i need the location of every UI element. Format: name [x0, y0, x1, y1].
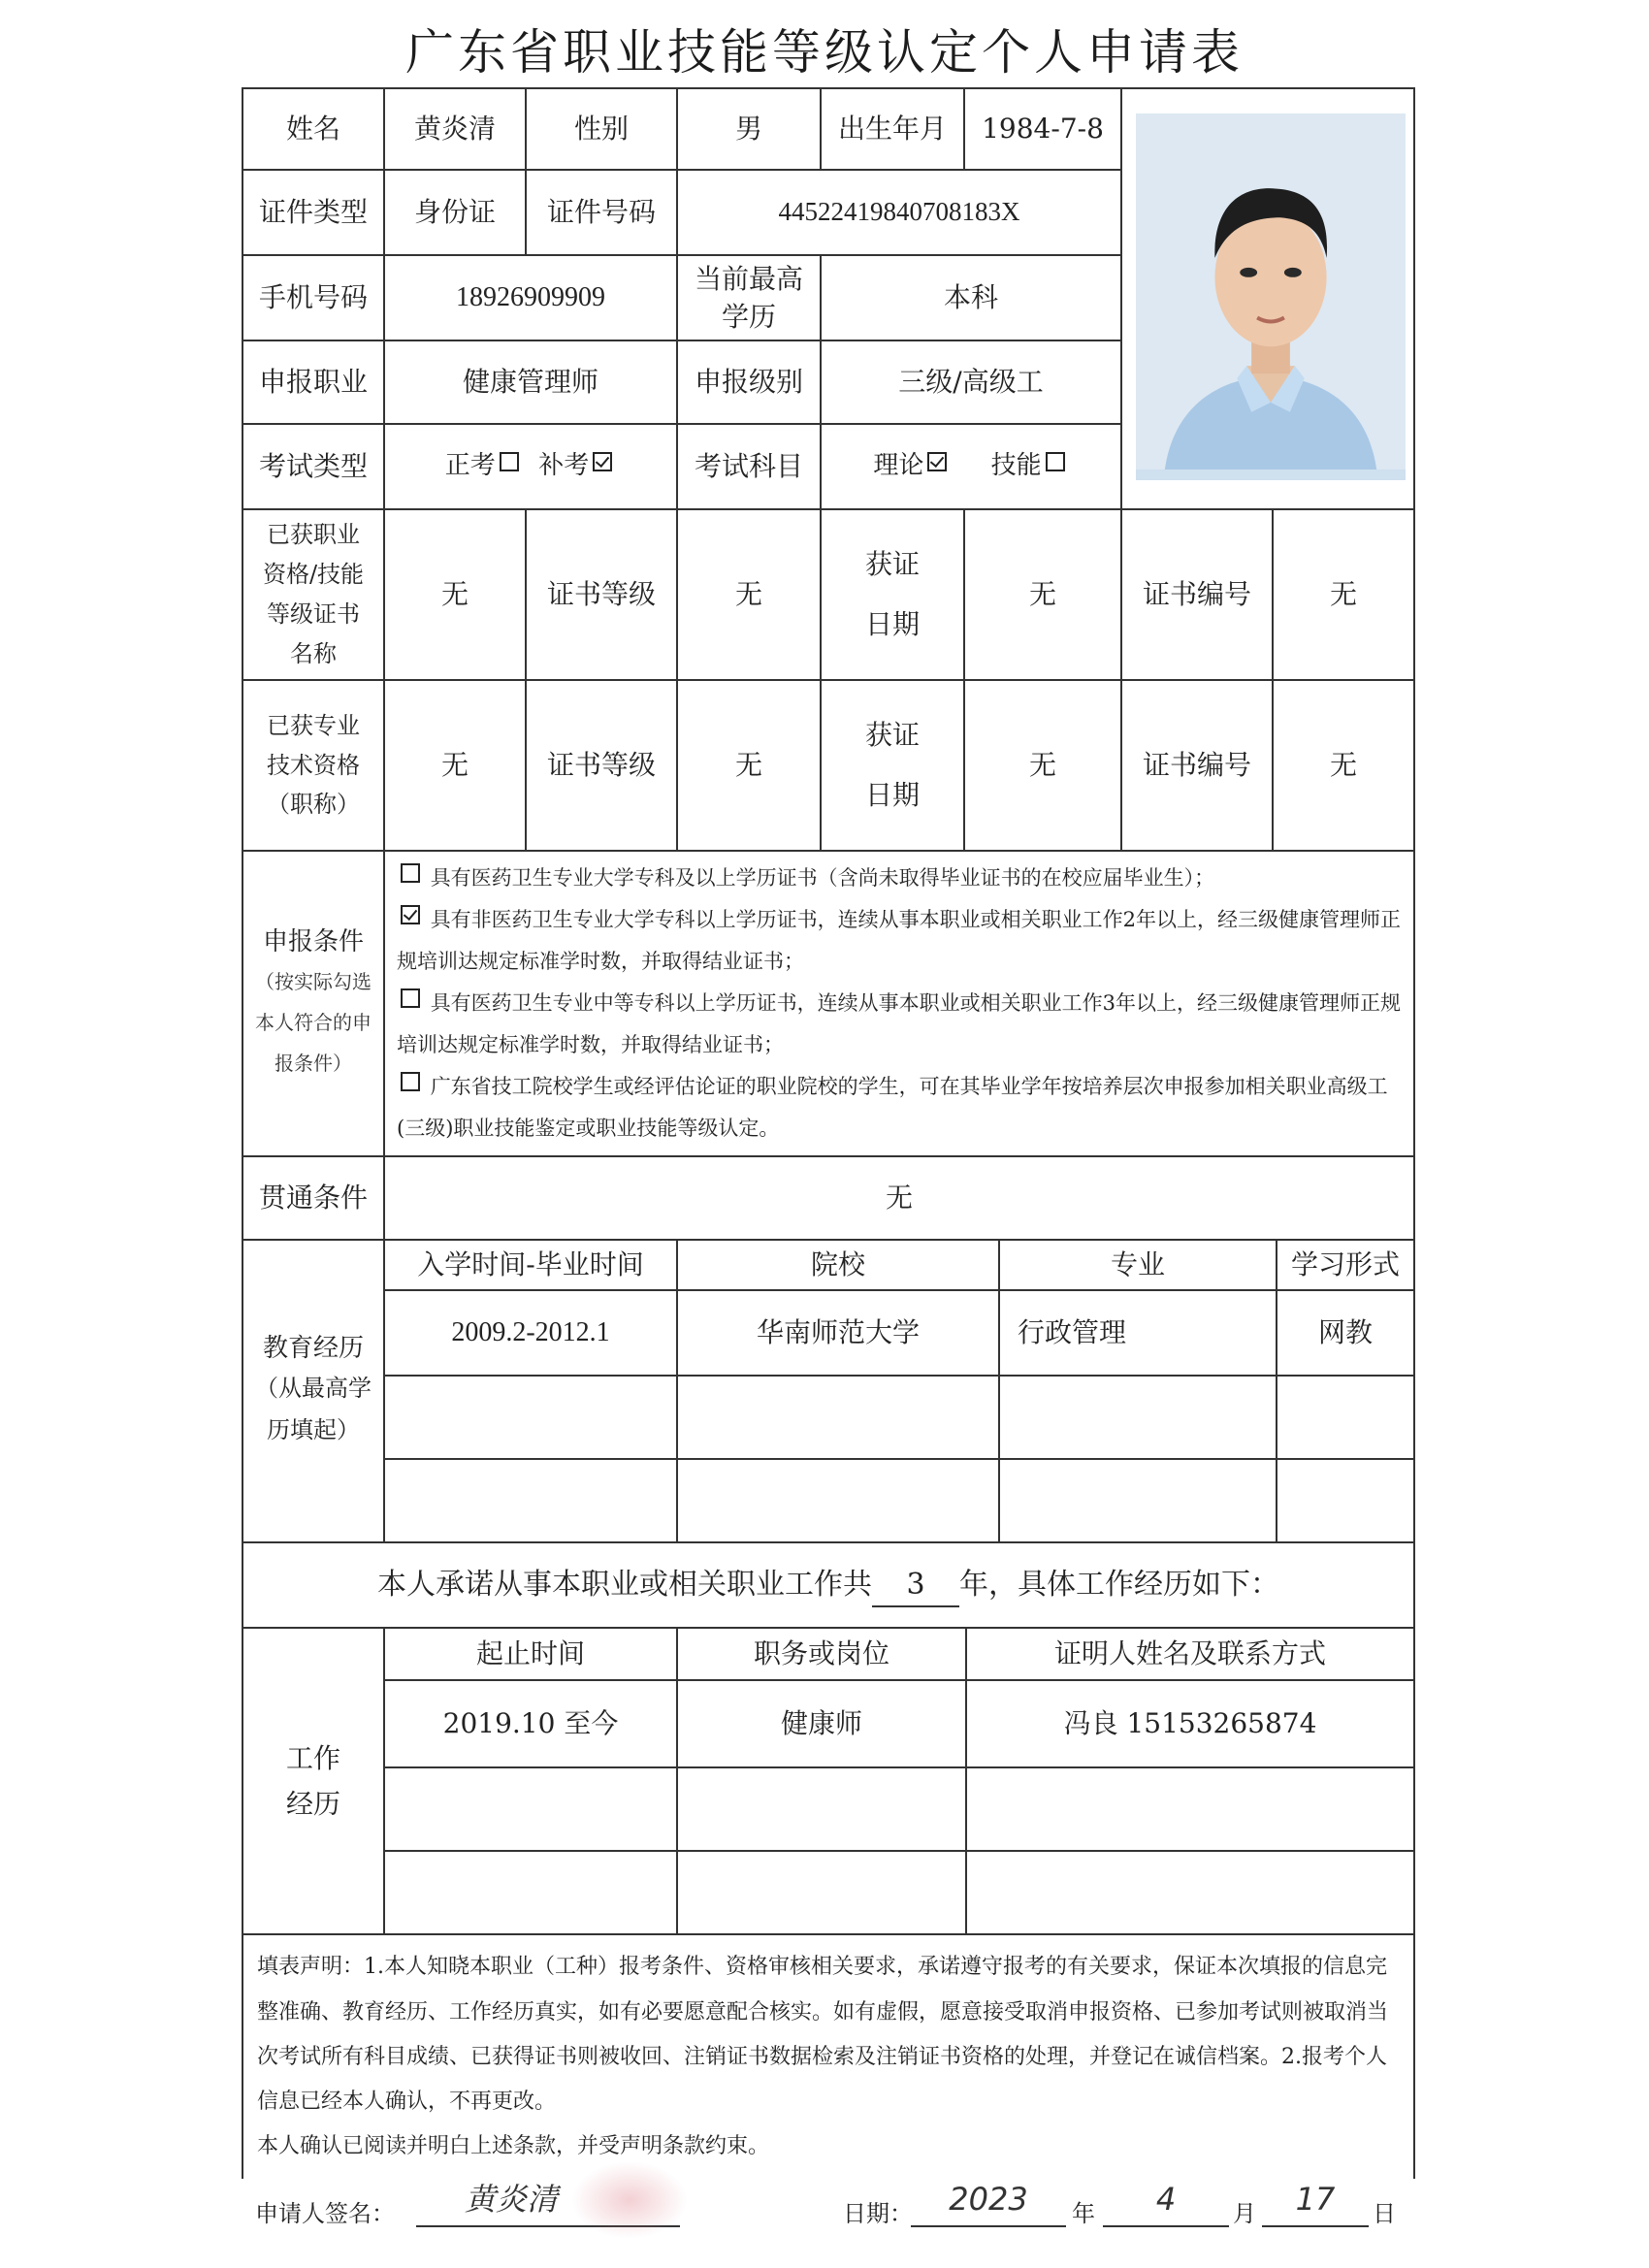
- declaration-confirm: 本人确认已阅读并明白上述条款，并受声明条款约束。: [257, 2134, 770, 2159]
- through-label: 贯通条件: [242, 1156, 384, 1240]
- qual2-date: 无: [964, 680, 1121, 851]
- id-type-value: 身份证: [384, 170, 526, 255]
- gender-label: 性别: [526, 88, 677, 170]
- education-cell: [384, 1459, 677, 1542]
- level-label: 申报级别: [677, 340, 821, 424]
- education-header: 学习形式: [1277, 1240, 1414, 1290]
- education-label-cell: [242, 1240, 384, 1542]
- subject-label: 考试科目: [677, 424, 821, 509]
- portrait-image: [1136, 113, 1406, 470]
- conditions-label-cell: [242, 851, 384, 1156]
- work-cell: [966, 1851, 1414, 1934]
- signature-line[interactable]: [416, 2181, 680, 2227]
- exam-makeup-checkbox[interactable]: [593, 452, 612, 471]
- education-cell: 2009.2-2012.1: [384, 1290, 677, 1376]
- exam-makeup-label: 补考: [538, 451, 590, 481]
- work-cell: [677, 1767, 966, 1851]
- through-value: 无: [384, 1156, 1414, 1240]
- form-title: 广东省职业技能等级认定个人申请表: [405, 24, 1244, 81]
- qual1-label: 已获职业资格/技能等级证书名称: [242, 509, 384, 680]
- education-cell: [999, 1376, 1277, 1459]
- work-header: 起止时间: [384, 1628, 677, 1680]
- condition-checkbox[interactable]: [401, 1072, 420, 1091]
- qual2-grade-label: 证书等级: [526, 680, 677, 851]
- exam-regular-checkbox[interactable]: [500, 452, 519, 471]
- qual2-label: 已获专业技术资格（职称）: [242, 680, 384, 851]
- exam-type-label: 考试类型: [242, 424, 384, 509]
- work-commitment: [242, 1542, 1414, 1628]
- education-cell: [677, 1376, 999, 1459]
- education-header: 院校: [677, 1240, 999, 1290]
- work-cell: 冯良 15153265874: [966, 1680, 1414, 1767]
- occupation-value: 健康管理师: [384, 340, 677, 424]
- condition-checkbox[interactable]: [401, 863, 420, 883]
- qual2-grade: 无: [677, 680, 821, 851]
- education-label: 教育经历: [262, 1334, 364, 1364]
- work-header: 职务或岗位: [677, 1628, 966, 1680]
- education-cell: [384, 1376, 677, 1459]
- qual1-grade: 无: [677, 509, 821, 680]
- condition-text: 具有医药卫生专业大学专科及以上学历证书（含尚未取得毕业证书的在校应届毕业生）；: [430, 866, 1215, 890]
- year-value: 2023: [949, 2181, 1028, 2218]
- month-unit: 月: [1233, 2200, 1256, 2227]
- day-value: 17: [1295, 2181, 1336, 2218]
- handwritten-signature: 黄炎清: [465, 2181, 559, 2218]
- fingerprint-stamp: [571, 2161, 688, 2239]
- phone-value: 18926909909: [384, 255, 677, 340]
- day-unit: 日: [1373, 2200, 1396, 2227]
- education-table: [242, 1239, 1415, 1629]
- commitment-prefix: 本人承诺从事本职业或相关职业工作共: [377, 1567, 872, 1602]
- work-cell: [384, 1851, 677, 1934]
- id-type-label: 证件类型: [242, 170, 384, 255]
- qual1-no: 无: [1273, 509, 1414, 680]
- signature-row: [242, 2181, 1413, 2239]
- work-cell: [384, 1767, 677, 1851]
- qual1-date-label: 获证日期: [821, 509, 964, 680]
- condition-item: [397, 1066, 1402, 1150]
- level-value: 三级/高级工: [821, 340, 1121, 424]
- education-cell: 行政管理: [999, 1290, 1277, 1376]
- condition-text: 广东省技工院校学生或经评估论证的职业院校的学生，可在其毕业学年按培养层次申报参加相关职业高级工(三级)职业技能鉴定或职业技能等级认定。: [397, 1075, 1388, 1141]
- education-header: 专业: [999, 1240, 1277, 1290]
- work-label: 工作经历: [242, 1628, 384, 1934]
- date-label: 日期：: [843, 2200, 913, 2227]
- qual1-date: 无: [964, 509, 1121, 680]
- signature-label: 申请人签名：: [255, 2200, 395, 2227]
- subject-theory-label: 理论: [873, 451, 924, 481]
- month-field[interactable]: [1103, 2181, 1229, 2227]
- condition-checkbox[interactable]: [401, 905, 420, 924]
- subject-skill-label: 技能: [990, 451, 1042, 481]
- subject-theory-checkbox[interactable]: [927, 452, 947, 471]
- birth-label: 出生年月: [821, 88, 964, 170]
- condition-text: 具有非医药卫生专业大学专科以上学历证书，连续从事本职业或相关职业工作2年以上，经三级健康管理师正规培训达规定标准学时数，并取得结业证书；: [397, 908, 1402, 974]
- condition-checkbox[interactable]: [401, 988, 420, 1008]
- declaration-text: 填表声明：1.本人知晓本职业（工种）报考条件、资格审核相关要求，承诺遵守报考的有关要求，保证本次填报的信息完整准确、教育经历、工作经历真实，如有必要愿意配合核实。如有虚假，愿意接受取消申报资格、已参加考试则被取消当次考试所有科目成绩、已获得证书则被收回、注销证书数据检索及注销证书资格的处理，并登记在诚信档案。2.报考个人信息已经本人确认，不再更改。: [257, 1955, 1389, 2114]
- commitment-suffix: 年，具体工作经历如下：: [959, 1567, 1279, 1602]
- month-value: 4: [1155, 2181, 1177, 2218]
- work-cell: [966, 1767, 1414, 1851]
- work-cell: [677, 1851, 966, 1934]
- edu-label: 当前最高学历: [677, 255, 821, 340]
- id-no-label: 证件号码: [526, 170, 677, 255]
- condition-text: 具有医药卫生专业中等专科以上学历证书，连续从事本职业或相关职业工作3年以上，经三级健康管理师正规培训达规定标准学时数，并取得结业证书；: [397, 991, 1402, 1057]
- birth-value: 1984-7-8: [964, 88, 1121, 170]
- subject-skill-checkbox[interactable]: [1046, 452, 1065, 471]
- qual2-no-label: 证书编号: [1121, 680, 1273, 851]
- applicant-photo: [1136, 113, 1406, 481]
- application-form: [242, 87, 1413, 2179]
- exam-type-options: [384, 424, 677, 509]
- qual1-grade-label: 证书等级: [526, 509, 677, 680]
- education-cell: [999, 1459, 1277, 1542]
- conditions-list: [384, 851, 1414, 1156]
- day-field[interactable]: [1262, 2181, 1369, 2227]
- name-value: 黄炎清: [384, 88, 526, 170]
- commitment-years: 3: [872, 1564, 959, 1608]
- year-unit: 年: [1072, 2200, 1095, 2227]
- education-header: 入学时间-毕业时间: [384, 1240, 677, 1290]
- condition-item: [397, 858, 1402, 899]
- form-table: [242, 87, 1415, 1241]
- year-field[interactable]: [911, 2181, 1066, 2227]
- declaration: [242, 1934, 1414, 2179]
- occupation-label: 申报职业: [242, 340, 384, 424]
- qual2-no: 无: [1273, 680, 1414, 851]
- qual1-name: 无: [384, 509, 526, 680]
- education-note: （从最高学历填起）: [255, 1374, 372, 1444]
- conditions-label: 申报条件: [262, 926, 364, 956]
- education-cell: 网教: [1277, 1290, 1414, 1376]
- name-label: 姓名: [242, 88, 384, 170]
- education-cell: [1277, 1376, 1414, 1459]
- work-cell: 2019.10 至今: [384, 1680, 677, 1767]
- work-header: 证明人姓名及联系方式: [966, 1628, 1414, 1680]
- education-cell: 华南师范大学: [677, 1290, 999, 1376]
- id-no-value: 44522419840708183X: [677, 170, 1121, 255]
- education-cell: [677, 1459, 999, 1542]
- condition-item: [397, 983, 1402, 1066]
- education-cell: [1277, 1459, 1414, 1542]
- work-table: [242, 1627, 1415, 2179]
- qual2-date-label: 获证日期: [821, 680, 964, 851]
- work-cell: 健康师: [677, 1680, 966, 1767]
- gender-value: 男: [677, 88, 821, 170]
- photo-cell: [1121, 88, 1414, 509]
- phone-label: 手机号码: [242, 255, 384, 340]
- edu-value: 本科: [821, 255, 1121, 340]
- exam-regular-label: 正考: [444, 451, 496, 481]
- subject-options: [821, 424, 1121, 509]
- condition-item: [397, 899, 1402, 983]
- qual1-no-label: 证书编号: [1121, 509, 1273, 680]
- qual2-name: 无: [384, 680, 526, 851]
- conditions-note: （按实际勾选本人符合的申报条件）: [255, 969, 372, 1075]
